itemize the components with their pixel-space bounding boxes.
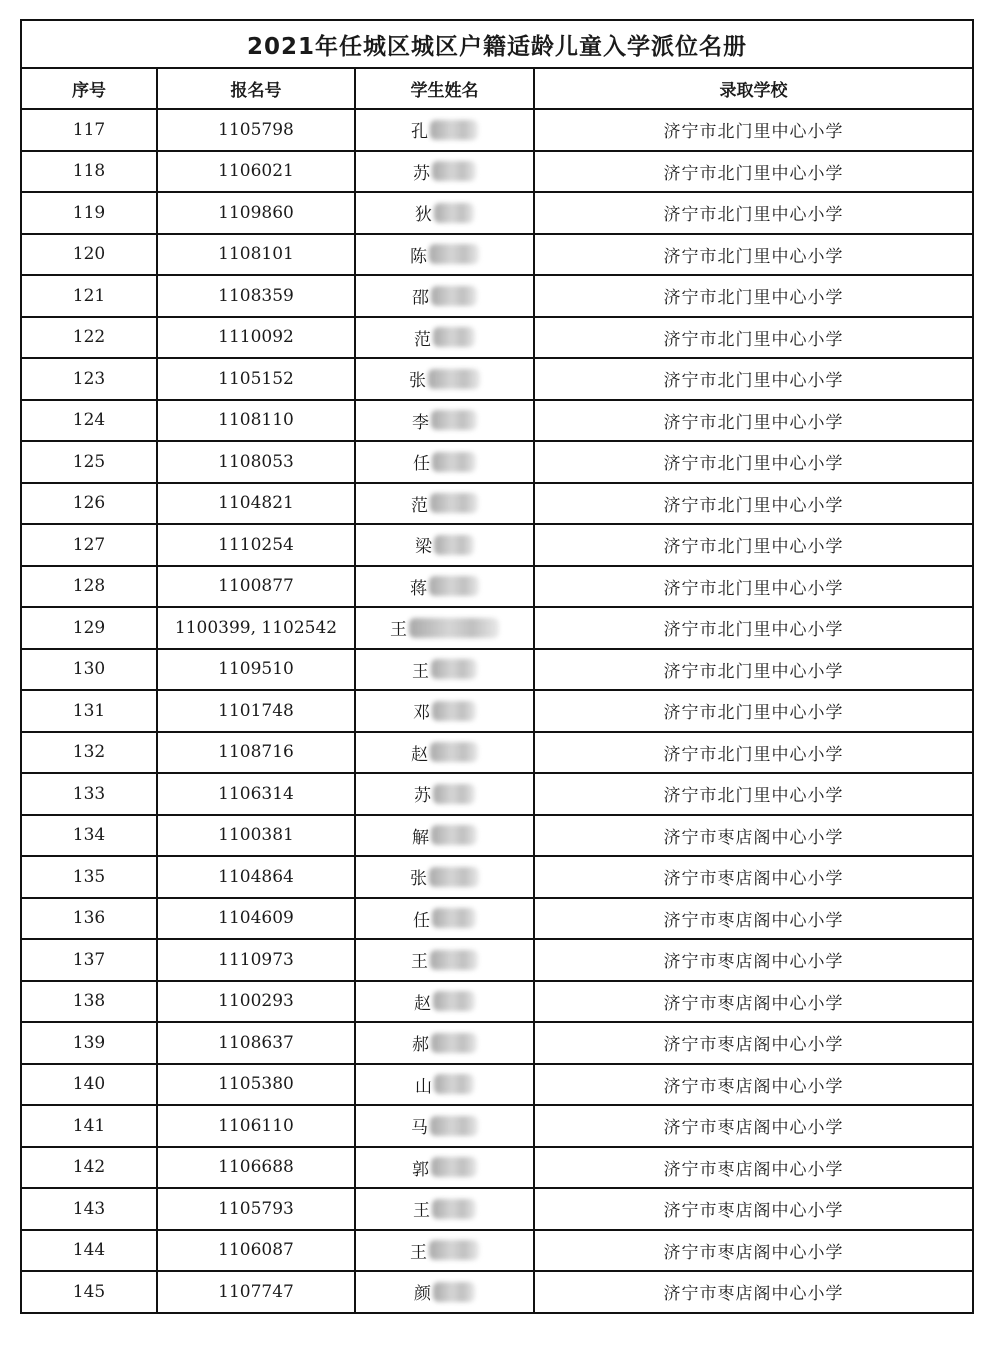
student-surname: 狄 [415,205,432,226]
name-redaction-blur [428,369,480,389]
student-surname: 张 [410,869,427,890]
row-school: 济宁市枣店阁中心小学 [534,1230,973,1272]
row-student-name [355,649,534,691]
row-seq: 145 [21,1271,157,1313]
table-row [21,1230,973,1272]
row-reg-no: 1106110 [157,1105,355,1147]
row-student-name [355,566,534,608]
row-school: 济宁市枣店阁中心小学 [534,1022,973,1064]
row-school: 济宁市北门里中心小学 [534,275,973,317]
row-seq: 141 [21,1105,157,1147]
row-seq: 128 [21,566,157,608]
row-school: 济宁市枣店阁中心小学 [534,1147,973,1189]
row-reg-no: 1101748 [157,690,355,732]
row-school: 济宁市枣店阁中心小学 [534,815,973,857]
student-surname: 颜 [414,1284,431,1305]
student-surname: 邵 [412,288,429,309]
name-redaction-blur [434,203,474,223]
student-surname: 苏 [413,163,430,184]
name-redaction-blur [430,742,478,762]
student-surname: 范 [411,495,428,516]
row-reg-no: 1108359 [157,275,355,317]
name-redaction-blur [409,618,499,638]
row-school: 济宁市枣店阁中心小学 [534,939,973,981]
table-row [21,1064,973,1106]
row-seq: 137 [21,939,157,981]
table-row [21,275,973,317]
row-reg-no: 1108053 [157,441,355,483]
table-row [21,192,973,234]
row-seq: 133 [21,773,157,815]
table-row [21,856,973,898]
row-seq: 122 [21,317,157,359]
row-student-name [355,524,534,566]
table-row [21,1271,973,1313]
row-reg-no: 1106688 [157,1147,355,1189]
row-school: 济宁市枣店阁中心小学 [534,981,973,1023]
row-student-name [355,1147,534,1189]
row-student-name [355,1022,534,1064]
row-student-name [355,607,534,649]
name-redaction-blur [429,244,479,264]
header-reg-no: 报名号 [157,68,355,109]
row-reg-no: 1106087 [157,1230,355,1272]
name-redaction-blur [431,1033,477,1053]
document-title: 2021年任城区城区户籍适龄儿童入学派位名册 [21,20,973,68]
student-surname: 王 [390,620,407,641]
row-reg-no: 1104821 [157,483,355,525]
header-row [21,68,973,109]
row-student-name [355,275,534,317]
row-student-name [355,981,534,1023]
table-row [21,566,973,608]
row-student-name [355,109,534,151]
row-reg-no: 1100399, 1102542 [157,607,355,649]
row-school: 济宁市北门里中心小学 [534,690,973,732]
table-body [21,109,973,1313]
enrollment-roster [20,19,972,1314]
name-redaction-blur [431,1157,477,1177]
student-surname: 任 [413,454,430,475]
row-seq: 126 [21,483,157,525]
student-surname: 郭 [412,1159,429,1180]
row-seq: 142 [21,1147,157,1189]
row-reg-no: 1110254 [157,524,355,566]
table-row [21,358,973,400]
row-school: 济宁市北门里中心小学 [534,317,973,359]
row-school: 济宁市枣店阁中心小学 [534,856,973,898]
name-redaction-blur [434,1074,474,1094]
row-seq: 134 [21,815,157,857]
name-redaction-blur [430,1116,478,1136]
student-surname: 任 [413,910,430,931]
row-reg-no: 1105793 [157,1188,355,1230]
row-school: 济宁市北门里中心小学 [534,732,973,774]
row-reg-no: 1107747 [157,1271,355,1313]
table-row [21,773,973,815]
table-row [21,524,973,566]
row-school: 济宁市北门里中心小学 [534,109,973,151]
student-surname: 梁 [415,537,432,558]
student-surname: 张 [409,371,426,392]
student-surname: 赵 [414,993,431,1014]
row-school: 济宁市枣店阁中心小学 [534,1271,973,1313]
row-seq: 138 [21,981,157,1023]
row-reg-no: 1104864 [157,856,355,898]
row-seq: 132 [21,732,157,774]
row-reg-no: 1100381 [157,815,355,857]
row-seq: 125 [21,441,157,483]
row-reg-no: 1105798 [157,109,355,151]
row-reg-no: 1106314 [157,773,355,815]
student-surname: 蒋 [410,578,427,599]
roster-table [20,19,974,1314]
student-surname: 陈 [410,246,427,267]
student-surname: 王 [413,1201,430,1222]
table-row [21,939,973,981]
row-reg-no: 1109860 [157,192,355,234]
table-row [21,317,973,359]
row-school: 济宁市枣店阁中心小学 [534,1064,973,1106]
name-redaction-blur [431,825,477,845]
row-school: 济宁市北门里中心小学 [534,151,973,193]
student-surname: 王 [411,952,428,973]
row-reg-no: 1109510 [157,649,355,691]
row-student-name [355,358,534,400]
row-school: 济宁市北门里中心小学 [534,566,973,608]
row-seq: 131 [21,690,157,732]
name-redaction-blur [432,1199,476,1219]
row-student-name [355,1230,534,1272]
row-seq: 130 [21,649,157,691]
student-surname: 山 [415,1076,432,1097]
row-seq: 117 [21,109,157,151]
row-reg-no: 1110973 [157,939,355,981]
name-redaction-blur [431,286,477,306]
table-row [21,1022,973,1064]
table-row [21,815,973,857]
row-seq: 129 [21,607,157,649]
table-row [21,483,973,525]
row-student-name [355,1064,534,1106]
row-school: 济宁市枣店阁中心小学 [534,898,973,940]
table-row [21,732,973,774]
row-student-name [355,1188,534,1230]
table-row [21,898,973,940]
header-seq: 序号 [21,68,157,109]
row-student-name [355,192,534,234]
row-reg-no: 1100293 [157,981,355,1023]
row-student-name [355,898,534,940]
table-row [21,690,973,732]
row-seq: 123 [21,358,157,400]
row-school: 济宁市北门里中心小学 [534,234,973,276]
row-seq: 124 [21,400,157,442]
student-surname: 王 [410,1242,427,1263]
row-student-name [355,939,534,981]
student-surname: 邓 [413,703,430,724]
row-student-name [355,400,534,442]
row-student-name [355,815,534,857]
row-reg-no: 1105152 [157,358,355,400]
table-row [21,607,973,649]
student-surname: 赵 [411,744,428,765]
row-student-name [355,1105,534,1147]
name-redaction-blur [431,659,477,679]
name-redaction-blur [432,161,476,181]
table-row [21,1188,973,1230]
row-student-name [355,441,534,483]
row-seq: 119 [21,192,157,234]
row-reg-no: 1104609 [157,898,355,940]
row-reg-no: 1108101 [157,234,355,276]
student-surname: 解 [412,827,429,848]
row-school: 济宁市枣店阁中心小学 [534,1105,973,1147]
row-reg-no: 1106021 [157,151,355,193]
row-school: 济宁市枣店阁中心小学 [534,1188,973,1230]
name-redaction-blur [429,576,479,596]
row-seq: 143 [21,1188,157,1230]
row-student-name [355,151,534,193]
row-seq: 136 [21,898,157,940]
table-row [21,649,973,691]
row-student-name [355,317,534,359]
row-seq: 127 [21,524,157,566]
name-redaction-blur [433,327,475,347]
row-seq: 118 [21,151,157,193]
row-school: 济宁市北门里中心小学 [534,441,973,483]
table-row [21,151,973,193]
table-row [21,234,973,276]
row-reg-no: 1108637 [157,1022,355,1064]
name-redaction-blur [432,701,476,721]
row-student-name [355,773,534,815]
table-row [21,400,973,442]
table-row [21,1105,973,1147]
row-student-name [355,1271,534,1313]
row-student-name [355,856,534,898]
row-school: 济宁市北门里中心小学 [534,524,973,566]
row-school: 济宁市北门里中心小学 [534,192,973,234]
row-reg-no: 1108716 [157,732,355,774]
name-redaction-blur [434,535,474,555]
row-seq: 144 [21,1230,157,1272]
row-student-name [355,690,534,732]
name-redaction-blur [432,908,476,928]
row-school: 济宁市北门里中心小学 [534,483,973,525]
row-reg-no: 1100877 [157,566,355,608]
name-redaction-blur [430,950,478,970]
student-surname: 苏 [414,786,431,807]
row-school: 济宁市北门里中心小学 [534,400,973,442]
header-student-name: 学生姓名 [355,68,534,109]
name-redaction-blur [432,452,476,472]
row-student-name [355,234,534,276]
student-surname: 范 [414,329,431,350]
row-school: 济宁市北门里中心小学 [534,358,973,400]
name-redaction-blur [433,991,475,1011]
name-redaction-blur [429,1240,479,1260]
name-redaction-blur [429,867,479,887]
row-reg-no: 1108110 [157,400,355,442]
name-redaction-blur [430,120,478,140]
row-student-name [355,483,534,525]
name-redaction-blur [430,493,478,513]
table-row [21,441,973,483]
row-seq: 140 [21,1064,157,1106]
name-redaction-blur [433,1282,475,1302]
row-seq: 120 [21,234,157,276]
student-surname: 郝 [412,1035,429,1056]
row-seq: 135 [21,856,157,898]
row-reg-no: 1110092 [157,317,355,359]
row-school: 济宁市北门里中心小学 [534,773,973,815]
name-redaction-blur [431,410,477,430]
name-redaction-blur [433,784,475,804]
student-surname: 王 [412,661,429,682]
row-school: 济宁市北门里中心小学 [534,649,973,691]
row-reg-no: 1105380 [157,1064,355,1106]
student-surname: 孔 [411,122,428,143]
table-row [21,109,973,151]
header-school: 录取学校 [534,68,973,109]
table-row [21,1147,973,1189]
row-student-name [355,732,534,774]
row-school: 济宁市北门里中心小学 [534,607,973,649]
table-row [21,981,973,1023]
student-surname: 马 [411,1118,428,1139]
row-seq: 121 [21,275,157,317]
student-surname: 李 [412,412,429,433]
row-seq: 139 [21,1022,157,1064]
